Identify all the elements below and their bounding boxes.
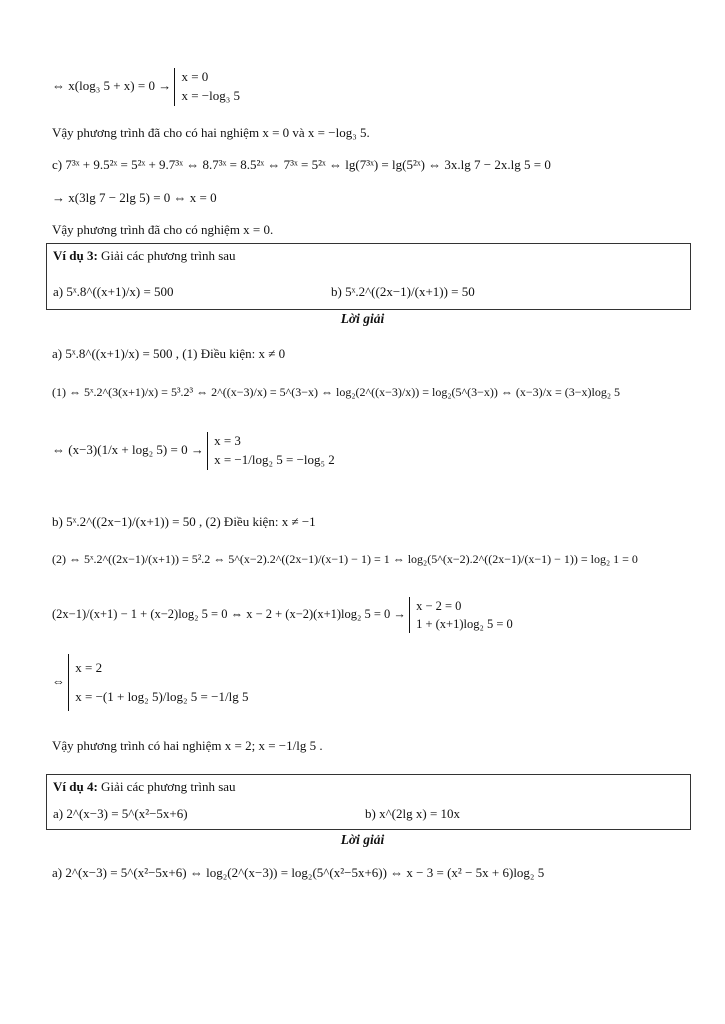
example-3-box (46, 243, 691, 310)
example-3-part-a: a) 5ˣ.8^((x+1)/x) = 500 (53, 284, 174, 299)
solution-heading: Lời giải (340, 832, 385, 847)
text-line: Vậy phương trình đã cho có hai nghiệm x = 0 và x = −log₃ 5. (52, 125, 370, 140)
equation-line: b) 5ˣ.2^((2x−1)/(x+1)) = 50 , (2) Điều kiện: x ≠ −1 (52, 514, 316, 529)
example-3-title: Ví dụ 3: Giải các phương trình sau (53, 248, 236, 263)
solution-heading: Lời giải (340, 311, 385, 326)
equation-line: a) 5ˣ.8^((x+1)/x) = 500 , (1) Điều kiện: x ≠ 0 (52, 346, 286, 361)
case-bracket: x = 0 x = −log₃ 5 (174, 68, 240, 106)
example-4-box (46, 774, 691, 830)
equation-line: (1) ⇔ 5ˣ.2^(3(x+1)/x) = 5³.2³ ⇔ 2^((x−3)/x) = 5^(3−x) ⇔ log₂(2^((x−3)/x)) = log₂(5^(3−x)) ⇔ (x−3)/x = (3−x)log₂ 5 (52, 385, 621, 399)
equation-line: ⇔ (x−3)(1/x + log₂ 5) = 0 → x = 3 x = −1/log₂ 5 = −log₅ 2 (52, 432, 335, 470)
equation-line: ⇔ x(log₃ 5 + x) = 0 → x = 0 x = −log₃ 5 (52, 68, 240, 106)
equation-line: (2) ⇔ 5ˣ.2^((2x−1)/(x+1)) = 5².2 ⇔ 5^(x−2).2^((2x−1)/(x−1) − 1) = 1 ⇔ log₂(5^(x−2).2^((2x−1)/(x−1) − 1)) = log₂ 1 = 0 (52, 552, 638, 566)
example-4-part-b: b) x^(2lg x) = 10x (365, 806, 461, 821)
text-line: Vậy phương trình có hai nghiệm x = 2; x = −1/lg 5 . (52, 738, 323, 753)
case-bracket: x − 2 = 0 1 + (x+1)log₂ 5 = 0 (409, 597, 513, 633)
equation-line: (2x−1)/(x+1) − 1 + (x−2)log₂ 5 = 0 ⇔ x − 2 + (x−2)(x+1)log₂ 5 = 0 → x − 2 = 0 1 + (x+1)log₂ 5 = 0 (52, 597, 513, 633)
equation-line: a) 2^(x−3) = 5^(x²−5x+6) ⇔ log₂(2^(x−3)) = log₂(5^(x²−5x+6)) ⇔ x − 3 = (x² − 5x + 6)log₂ 5 (52, 865, 545, 880)
equation-line: → x(3lg 7 − 2lg 5) = 0 ⇔ x = 0 (52, 190, 217, 205)
equation-line: c) 7³ˣ + 9.5²ˣ = 5²ˣ + 9.7³ˣ ⇔ 8.7³ˣ = 8.5²ˣ ⇔ 7³ˣ = 5²ˣ ⇔ lg(7³ˣ) = lg(5²ˣ) ⇔ 3x.lg 7 − 2x.lg 5 = 0 (52, 157, 551, 172)
equation-line: ⇔ x = 2 x = −(1 + log₂ 5)/log₂ 5 = −1/lg 5 (52, 654, 248, 711)
case-bracket: x = 2 x = −(1 + log₂ 5)/log₂ 5 = −1/lg 5 (68, 654, 248, 711)
case-bracket: x = 3 x = −1/log₂ 5 = −log₅ 2 (207, 432, 335, 470)
text-line: Vậy phương trình đã cho có nghiệm x = 0. (52, 222, 274, 237)
example-4-part-a: a) 2^(x−3) = 5^(x²−5x+6) (53, 806, 188, 821)
example-3-part-b: b) 5ˣ.2^((2x−1)/(x+1)) = 50 (331, 284, 475, 299)
example-4-title: Ví dụ 4: Giải các phương trình sau (53, 779, 236, 794)
